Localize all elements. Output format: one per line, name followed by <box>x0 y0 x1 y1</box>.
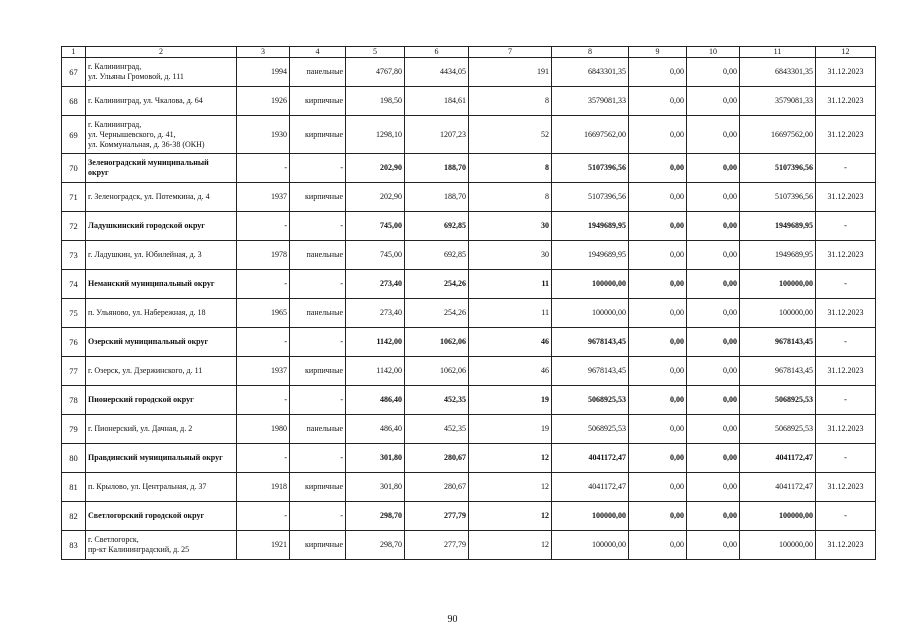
header-cell: 3 <box>237 47 290 58</box>
residents-cell: 8 <box>469 183 552 212</box>
total-area-cell: 486,40 <box>346 386 405 415</box>
address-line: г. Зеленоградск, ул. Потемкина, д. 4 <box>88 192 210 201</box>
total-area-cell: 4767,80 <box>346 58 405 87</box>
address-cell <box>86 241 237 270</box>
address-line: Ладушкинский городской округ <box>88 221 205 230</box>
address-cell <box>86 212 237 241</box>
material-cell: панельные <box>290 241 346 270</box>
material-cell: - <box>290 502 346 531</box>
subtotal-row <box>62 154 876 183</box>
cost-fund-cell: 0,00 <box>629 212 687 241</box>
material-cell: - <box>290 444 346 473</box>
subtotal-row <box>62 270 876 299</box>
residents-cell: 8 <box>469 154 552 183</box>
row-number-cell: 68 <box>62 87 86 116</box>
deadline-cell: 31.12.2023 <box>816 241 876 270</box>
year-cell: 1978 <box>237 241 290 270</box>
table-row <box>62 357 876 386</box>
deadline-cell: - <box>816 444 876 473</box>
address-line: пр-кт Калининградский, д. 25 <box>88 545 190 554</box>
cost-budget-cell: 0,00 <box>687 241 740 270</box>
subtotal-row <box>62 328 876 357</box>
cost-total-cell: 100000,00 <box>552 299 629 328</box>
cost-budget-cell: 0,00 <box>687 328 740 357</box>
address-cell <box>86 502 237 531</box>
table-row <box>62 183 876 212</box>
header-cell: 11 <box>740 47 816 58</box>
cost-total-cell: 1949689,95 <box>552 212 629 241</box>
address-line: п. Ульяново, ул. Набережная, д. 18 <box>88 308 206 317</box>
address-line: Пионерский городской округ <box>88 395 194 404</box>
material-cell: кирпичные <box>290 357 346 386</box>
material-cell: кирпичные <box>290 183 346 212</box>
address-line: г. Калининград, ул. Чкалова, д. 64 <box>88 96 203 105</box>
cost-fund-cell: 0,00 <box>629 58 687 87</box>
cost-fund-cell: 0,00 <box>629 270 687 299</box>
deadline-cell: 31.12.2023 <box>816 357 876 386</box>
table-row <box>62 473 876 502</box>
cost-other-cell: 4041172,47 <box>740 444 816 473</box>
row-number-cell: 73 <box>62 241 86 270</box>
total-area-cell: 745,00 <box>346 212 405 241</box>
deadline-cell: - <box>816 270 876 299</box>
cost-budget-cell: 0,00 <box>687 502 740 531</box>
living-area-cell: 254,26 <box>405 270 469 299</box>
material-cell: панельные <box>290 415 346 444</box>
living-area-cell: 277,79 <box>405 502 469 531</box>
living-area-cell: 4434,05 <box>405 58 469 87</box>
cost-total-cell: 100000,00 <box>552 270 629 299</box>
address-line: ул. Коммунальная, д. 36-38 (ОКН) <box>88 139 205 149</box>
living-area-cell: 277,79 <box>405 531 469 560</box>
deadline-cell: 31.12.2023 <box>816 58 876 87</box>
residents-cell: 30 <box>469 212 552 241</box>
table-row <box>62 241 876 270</box>
header-cell: 8 <box>552 47 629 58</box>
address-cell <box>86 270 237 299</box>
row-number-cell: 78 <box>62 386 86 415</box>
year-cell: 1930 <box>237 116 290 154</box>
address-cell <box>86 357 237 386</box>
cost-other-cell: 5107396,56 <box>740 183 816 212</box>
subtotal-row <box>62 444 876 473</box>
year-cell: 1926 <box>237 87 290 116</box>
cost-other-cell: 100000,00 <box>740 531 816 560</box>
cost-total-cell: 6843301,35 <box>552 58 629 87</box>
total-area-cell: 298,70 <box>346 531 405 560</box>
deadline-cell: 31.12.2023 <box>816 473 876 502</box>
address-line: Неманский муниципальный округ <box>88 279 215 288</box>
total-area-cell: 745,00 <box>346 241 405 270</box>
cost-budget-cell: 0,00 <box>687 444 740 473</box>
residents-cell: 46 <box>469 357 552 386</box>
address-line: Озерский муниципальный округ <box>88 337 209 346</box>
cost-fund-cell: 0,00 <box>629 386 687 415</box>
material-cell: - <box>290 328 346 357</box>
row-number-cell: 83 <box>62 531 86 560</box>
year-cell: 1994 <box>237 58 290 87</box>
cost-fund-cell: 0,00 <box>629 116 687 154</box>
cost-total-cell: 4041172,47 <box>552 444 629 473</box>
cost-total-cell: 9678143,45 <box>552 357 629 386</box>
address-cell <box>86 531 237 560</box>
address-line: г. Пионерский, ул. Дачная, д. 2 <box>88 424 193 433</box>
row-number-cell: 75 <box>62 299 86 328</box>
year-cell: 1937 <box>237 357 290 386</box>
material-cell: кирпичные <box>290 87 346 116</box>
cost-budget-cell: 0,00 <box>687 299 740 328</box>
cost-fund-cell: 0,00 <box>629 87 687 116</box>
cost-fund-cell: 0,00 <box>629 444 687 473</box>
living-area-cell: 692,85 <box>405 212 469 241</box>
year-cell: - <box>237 444 290 473</box>
row-number-cell: 69 <box>62 116 86 154</box>
row-number-cell: 80 <box>62 444 86 473</box>
cost-fund-cell: 0,00 <box>629 502 687 531</box>
living-area-cell: 188,70 <box>405 154 469 183</box>
address-cell <box>86 473 237 502</box>
row-number-cell: 77 <box>62 357 86 386</box>
deadline-cell: - <box>816 502 876 531</box>
residents-cell: 191 <box>469 58 552 87</box>
row-number-cell: 67 <box>62 58 86 87</box>
year-cell: - <box>237 154 290 183</box>
living-area-cell: 452,35 <box>405 415 469 444</box>
address-line: г. Светлогорск, <box>88 535 139 544</box>
cost-budget-cell: 0,00 <box>687 531 740 560</box>
cost-budget-cell: 0,00 <box>687 415 740 444</box>
material-cell: кирпичные <box>290 116 346 154</box>
year-cell: 1918 <box>237 473 290 502</box>
cost-total-cell: 16697562,00 <box>552 116 629 154</box>
year-cell: - <box>237 212 290 241</box>
cost-other-cell: 9678143,45 <box>740 328 816 357</box>
material-cell: - <box>290 270 346 299</box>
address-cell <box>86 154 237 183</box>
residents-cell: 8 <box>469 87 552 116</box>
living-area-cell: 188,70 <box>405 183 469 212</box>
address-line: Светлогорский городской округ <box>88 511 205 520</box>
header-cell: 10 <box>687 47 740 58</box>
header-cell: 9 <box>629 47 687 58</box>
cost-other-cell: 3579081,33 <box>740 87 816 116</box>
residents-cell: 19 <box>469 415 552 444</box>
living-area-cell: 280,67 <box>405 444 469 473</box>
header-cell: 4 <box>290 47 346 58</box>
header-row <box>62 47 876 58</box>
row-number-cell: 76 <box>62 328 86 357</box>
address-line: округ <box>88 168 109 177</box>
residents-cell: 12 <box>469 444 552 473</box>
year-cell: - <box>237 328 290 357</box>
residents-cell: 46 <box>469 328 552 357</box>
address-line: г. Калининград, <box>88 119 142 129</box>
cost-other-cell: 9678143,45 <box>740 357 816 386</box>
cost-fund-cell: 0,00 <box>629 183 687 212</box>
deadline-cell: - <box>816 154 876 183</box>
deadline-cell: 31.12.2023 <box>816 87 876 116</box>
cost-fund-cell: 0,00 <box>629 328 687 357</box>
total-area-cell: 202,90 <box>346 183 405 212</box>
cost-other-cell: 1949689,95 <box>740 241 816 270</box>
cost-total-cell: 5107396,56 <box>552 154 629 183</box>
cost-total-cell: 100000,00 <box>552 531 629 560</box>
cost-budget-cell: 0,00 <box>687 116 740 154</box>
address-line: Правдинский муниципальный округ <box>88 453 223 462</box>
subtotal-row <box>62 502 876 531</box>
total-area-cell: 273,40 <box>346 270 405 299</box>
address-line: г. Ладушкин, ул. Юбилейная, д. 3 <box>88 250 202 259</box>
total-area-cell: 273,40 <box>346 299 405 328</box>
deadline-cell: 31.12.2023 <box>816 531 876 560</box>
cost-budget-cell: 0,00 <box>687 212 740 241</box>
deadline-cell: 31.12.2023 <box>816 116 876 154</box>
material-cell: панельные <box>290 58 346 87</box>
deadline-cell: 31.12.2023 <box>816 299 876 328</box>
cost-budget-cell: 0,00 <box>687 87 740 116</box>
cost-fund-cell: 0,00 <box>629 415 687 444</box>
living-area-cell: 184,61 <box>405 87 469 116</box>
row-number-cell: 70 <box>62 154 86 183</box>
residents-cell: 11 <box>469 270 552 299</box>
row-number-cell: 71 <box>62 183 86 212</box>
cost-other-cell: 100000,00 <box>740 270 816 299</box>
residents-cell: 12 <box>469 473 552 502</box>
cost-fund-cell: 0,00 <box>629 241 687 270</box>
address-cell <box>86 299 237 328</box>
cost-total-cell: 3579081,33 <box>552 87 629 116</box>
cost-other-cell: 5068925,53 <box>740 415 816 444</box>
cost-total-cell: 1949689,95 <box>552 241 629 270</box>
residents-cell: 52 <box>469 116 552 154</box>
header-cell: 1 <box>62 47 86 58</box>
cost-total-cell: 100000,00 <box>552 502 629 531</box>
total-area-cell: 1142,00 <box>346 357 405 386</box>
cost-other-cell: 5068925,53 <box>740 386 816 415</box>
residents-cell: 12 <box>469 502 552 531</box>
header-cell: 6 <box>405 47 469 58</box>
year-cell: 1980 <box>237 415 290 444</box>
cost-total-cell: 5068925,53 <box>552 415 629 444</box>
cost-other-cell: 100000,00 <box>740 299 816 328</box>
row-number-cell: 82 <box>62 502 86 531</box>
subtotal-row <box>62 386 876 415</box>
address-line: г. Калининград, <box>88 62 142 71</box>
table-row <box>62 87 876 116</box>
table-body <box>62 47 876 560</box>
address-cell <box>86 444 237 473</box>
row-number-cell: 79 <box>62 415 86 444</box>
cost-budget-cell: 0,00 <box>687 183 740 212</box>
living-area-cell: 1207,23 <box>405 116 469 154</box>
deadline-cell: 31.12.2023 <box>816 415 876 444</box>
year-cell: 1921 <box>237 531 290 560</box>
table-row <box>62 299 876 328</box>
material-cell: кирпичные <box>290 473 346 502</box>
cost-fund-cell: 0,00 <box>629 473 687 502</box>
address-line: ул. Ульяны Громовой, д. 111 <box>88 72 184 81</box>
row-number-cell: 74 <box>62 270 86 299</box>
cost-budget-cell: 0,00 <box>687 154 740 183</box>
cost-other-cell: 1949689,95 <box>740 212 816 241</box>
total-area-cell: 301,80 <box>346 473 405 502</box>
material-cell: - <box>290 212 346 241</box>
total-area-cell: 298,70 <box>346 502 405 531</box>
total-area-cell: 301,80 <box>346 444 405 473</box>
cost-budget-cell: 0,00 <box>687 58 740 87</box>
cost-other-cell: 5107396,56 <box>740 154 816 183</box>
cost-fund-cell: 0,00 <box>629 357 687 386</box>
table-row <box>62 415 876 444</box>
material-cell: - <box>290 386 346 415</box>
material-cell: - <box>290 154 346 183</box>
address-cell <box>86 183 237 212</box>
cost-budget-cell: 0,00 <box>687 473 740 502</box>
cost-total-cell: 5068925,53 <box>552 386 629 415</box>
deadline-cell: - <box>816 328 876 357</box>
residents-cell: 12 <box>469 531 552 560</box>
cost-fund-cell: 0,00 <box>629 299 687 328</box>
deadline-cell: - <box>816 212 876 241</box>
address-line: г. Озерск, ул. Дзержинского, д. 11 <box>88 366 203 375</box>
table-row <box>62 58 876 87</box>
subtotal-row <box>62 212 876 241</box>
cost-other-cell: 16697562,00 <box>740 116 816 154</box>
deadline-cell: - <box>816 386 876 415</box>
row-number-cell: 81 <box>62 473 86 502</box>
total-area-cell: 1298,10 <box>346 116 405 154</box>
row-number-cell: 72 <box>62 212 86 241</box>
year-cell: - <box>237 502 290 531</box>
cost-total-cell: 4041172,47 <box>552 473 629 502</box>
residents-cell: 30 <box>469 241 552 270</box>
address-cell <box>86 328 237 357</box>
residents-cell: 11 <box>469 299 552 328</box>
material-cell: кирпичные <box>290 531 346 560</box>
total-area-cell: 198,50 <box>346 87 405 116</box>
cost-fund-cell: 0,00 <box>629 154 687 183</box>
cost-other-cell: 6843301,35 <box>740 58 816 87</box>
address-cell <box>86 415 237 444</box>
cost-fund-cell: 0,00 <box>629 531 687 560</box>
address-line: ул. Чернышевского, д. 41, <box>88 129 176 139</box>
residents-cell: 19 <box>469 386 552 415</box>
living-area-cell: 1062,06 <box>405 357 469 386</box>
living-area-cell: 452,35 <box>405 386 469 415</box>
table-row <box>62 531 876 560</box>
year-cell: 1937 <box>237 183 290 212</box>
living-area-cell: 1062,06 <box>405 328 469 357</box>
address-cell <box>86 386 237 415</box>
address-line: Зеленоградский муниципальный <box>88 158 209 167</box>
cost-total-cell: 5107396,56 <box>552 183 629 212</box>
address-line: п. Крылово, ул. Центральная, д. 37 <box>88 482 207 491</box>
year-cell: 1965 <box>237 299 290 328</box>
page-number: 90 <box>447 614 458 625</box>
housing-table <box>61 46 876 560</box>
living-area-cell: 692,85 <box>405 241 469 270</box>
address-cell <box>86 116 237 154</box>
cost-budget-cell: 0,00 <box>687 386 740 415</box>
material-cell: панельные <box>290 299 346 328</box>
cost-budget-cell: 0,00 <box>687 357 740 386</box>
header-cell: 5 <box>346 47 405 58</box>
living-area-cell: 254,26 <box>405 299 469 328</box>
header-cell: 2 <box>86 47 237 58</box>
cost-budget-cell: 0,00 <box>687 270 740 299</box>
cost-total-cell: 9678143,45 <box>552 328 629 357</box>
table-row <box>62 116 876 154</box>
cost-other-cell: 100000,00 <box>740 502 816 531</box>
cost-other-cell: 4041172,47 <box>740 473 816 502</box>
deadline-cell: 31.12.2023 <box>816 183 876 212</box>
total-area-cell: 1142,00 <box>346 328 405 357</box>
address-cell <box>86 58 237 87</box>
header-cell: 12 <box>816 47 876 58</box>
total-area-cell: 486,40 <box>346 415 405 444</box>
address-cell <box>86 87 237 116</box>
header-cell: 7 <box>469 47 552 58</box>
total-area-cell: 202,90 <box>346 154 405 183</box>
year-cell: - <box>237 386 290 415</box>
year-cell: - <box>237 270 290 299</box>
living-area-cell: 280,67 <box>405 473 469 502</box>
